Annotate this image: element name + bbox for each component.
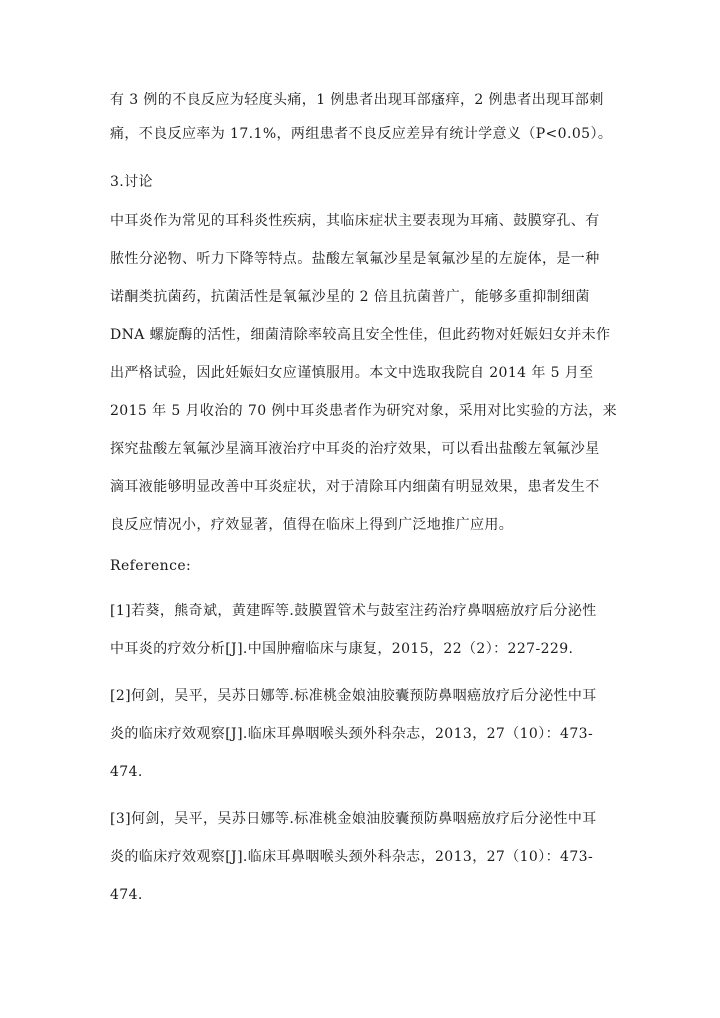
body-text-line: 出严格试验，因此妊娠妇女应谨慎服用。本文中选取我院自 2014 年 5 月至 <box>110 365 594 381</box>
body-text-line: 有 3 例的不良反应为轻度头痛，1 例患者出现耳部瘙痒，2 例患者出现耳部刺 <box>110 92 604 108</box>
body-text-line: 脓性分泌物、听力下降等特点。盐酸左氧氟沙星是氧氟沙星的左旋体，是一种 <box>110 251 600 267</box>
reference-line: 炎的临床疗效观察[J].临床耳鼻咽喉头颈外科杂志，2013，27（10）：473- <box>110 849 594 865</box>
reference-line: 474. <box>110 887 143 903</box>
reference-line: 炎的临床疗效观察[J].临床耳鼻咽喉头颈外科杂志，2013，27（10）：473- <box>110 726 594 742</box>
references-heading: Reference: <box>110 558 192 574</box>
reference-line: [2]何剑，吴平，吴苏日娜等.标准桃金娘油胶囊预防鼻咽癌放疗后分泌性中耳 <box>110 688 597 704</box>
section-heading: 3.讨论 <box>110 174 153 190</box>
reference-line: [1]若葵，熊奇斌，黄建晖等.鼓膜置管术与鼓室注药治疗鼻咽癌放疗后分泌性 <box>110 603 597 619</box>
body-text-line: 痛，不良反应率为 17.1%，两组患者不良反应差异有统计学意义（P<0.05）。 <box>110 126 613 142</box>
body-text-line: 诺酮类抗菌药，抗菌活性是氧氟沙星的 2 倍且抗菌普广，能够多重抑制细菌 <box>110 289 590 305</box>
reference-line: [3]何剑，吴平，吴苏日娜等.标准桃金娘油胶囊预防鼻咽癌放疗后分泌性中耳 <box>110 811 597 827</box>
body-text-line: 中耳炎作为常见的耳科炎性疾病，其临床症状主要表现为耳痛、鼓膜穿孔、有 <box>110 213 600 229</box>
body-text-line: 良反应情况小，疗效显著，值得在临床上得到广泛地推广应用。 <box>110 517 514 533</box>
reference-line: 474. <box>110 764 143 780</box>
body-text-line: DNA 螺旋酶的活性，细菌清除率较高且安全性佳，但此药物对妊娠妇女并未作 <box>110 327 611 343</box>
reference-line: 中耳炎的疗效分析[J].中国肿瘤临床与康复，2015，22（2）：227-229. <box>110 641 574 657</box>
body-text-line: 2015 年 5 月收治的 70 例中耳炎患者作为研究对象，采用对比实验的方法，来 <box>110 403 617 419</box>
body-text-line: 探究盐酸左氧氟沙星滴耳液治疗中耳炎的治疗效果，可以看出盐酸左氧氟沙星 <box>110 441 600 457</box>
body-text-line: 滴耳液能够明显改善中耳炎症状，对于清除耳内细菌有明显效果，患者发生不 <box>110 479 600 495</box>
